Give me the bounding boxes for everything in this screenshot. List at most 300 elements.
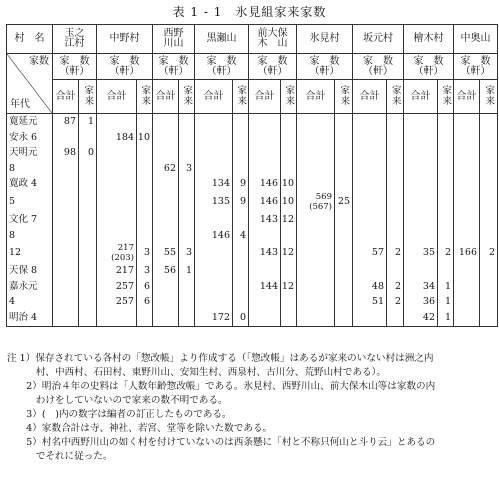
kerai-cell: 6 bbox=[137, 294, 153, 310]
total-cell bbox=[353, 212, 387, 228]
kerai-cell bbox=[387, 192, 404, 212]
kerai-cell bbox=[233, 130, 249, 146]
total-cell bbox=[195, 212, 233, 228]
kerai-cell bbox=[480, 176, 498, 192]
kerai-cell bbox=[79, 228, 97, 244]
total-cell: 35 bbox=[404, 243, 438, 263]
total-cell: 56 bbox=[153, 263, 179, 279]
kerai-cell: 9 bbox=[233, 176, 249, 192]
total-cell bbox=[249, 114, 281, 130]
note-line: 2）明治４年の史料は「人数年齢惣改帳」である。氷見村、西野川山、前大保木山等は家数の内 bbox=[7, 381, 436, 392]
count-label: 家 数 （軒） bbox=[153, 54, 195, 80]
total-cell bbox=[195, 243, 233, 263]
kerai-cell bbox=[281, 130, 297, 146]
total-cell: 143 bbox=[249, 243, 281, 263]
total-cell bbox=[97, 114, 137, 130]
kerai-cell bbox=[387, 228, 404, 244]
era-cell: 4 bbox=[7, 294, 53, 310]
table-row bbox=[7, 310, 498, 326]
total-cell: 217 bbox=[97, 263, 137, 279]
era-label: 年代 bbox=[10, 98, 30, 110]
total-cell: 257 bbox=[97, 294, 137, 310]
count-label: 家 数 （軒） bbox=[454, 54, 498, 80]
total-cell bbox=[249, 145, 281, 161]
era-cell: 明治 4 bbox=[7, 310, 53, 326]
kerai-cell: 4 bbox=[233, 228, 249, 244]
count-label: 家 数 （軒） bbox=[404, 54, 454, 80]
kerai-cell: 2 bbox=[387, 279, 404, 295]
era-cell: 5 bbox=[7, 192, 53, 212]
kerai-cell bbox=[137, 310, 153, 326]
total-cell: 146 bbox=[249, 192, 281, 212]
total-cell bbox=[153, 145, 179, 161]
table-row bbox=[7, 192, 498, 212]
total-cell: 144 bbox=[249, 279, 281, 295]
total-label: 合計 bbox=[297, 80, 335, 114]
total-cell bbox=[454, 263, 480, 279]
table-row bbox=[7, 294, 498, 310]
total-cell bbox=[53, 192, 79, 212]
kerai-cell bbox=[438, 263, 454, 279]
kerai-cell bbox=[387, 263, 404, 279]
total-cell bbox=[195, 294, 233, 310]
total-cell bbox=[97, 145, 137, 161]
era-cell: 8 bbox=[7, 161, 53, 177]
kerai-cell bbox=[137, 161, 153, 177]
table-row bbox=[7, 130, 498, 146]
total-cell: 143 bbox=[249, 212, 281, 228]
table-row bbox=[7, 243, 498, 263]
count-label: 家 数 （軒） bbox=[297, 54, 353, 80]
kerai-cell bbox=[79, 176, 97, 192]
total-cell bbox=[249, 130, 281, 146]
kerai-cell: 1 bbox=[179, 263, 195, 279]
total-cell bbox=[297, 310, 335, 326]
kerai-cell bbox=[335, 145, 353, 161]
total-cell bbox=[153, 192, 179, 212]
kerai-cell bbox=[335, 310, 353, 326]
table-row bbox=[7, 114, 498, 130]
village-name-0: 玉之 江村 bbox=[53, 25, 97, 54]
kerai-cell: 3 bbox=[137, 243, 153, 263]
kerai-cell bbox=[79, 310, 97, 326]
total-cell bbox=[454, 310, 480, 326]
kerai-cell bbox=[281, 310, 297, 326]
total-cell bbox=[153, 310, 179, 326]
total-cell bbox=[153, 279, 179, 295]
total-cell bbox=[153, 114, 179, 130]
kerai-cell: 9 bbox=[233, 192, 249, 212]
total-cell bbox=[97, 310, 137, 326]
total-cell bbox=[53, 212, 79, 228]
kerai-cell: 1 bbox=[438, 310, 454, 326]
kerai-label: 家来 bbox=[387, 80, 404, 114]
total-cell bbox=[53, 161, 79, 177]
total-cell bbox=[195, 263, 233, 279]
total-cell bbox=[249, 263, 281, 279]
kerai-cell bbox=[480, 279, 498, 295]
note-line: でそれに従った。 bbox=[7, 451, 113, 462]
total-cell bbox=[297, 176, 335, 192]
kerai-cell bbox=[79, 130, 97, 146]
total-cell bbox=[353, 310, 387, 326]
total-cell bbox=[353, 130, 387, 146]
note-line: 5）村名中西野川山の如く村を付けていないのは西条懸に「村と不称只何山と斗り云」とあるの bbox=[7, 437, 436, 448]
kerai-cell bbox=[179, 130, 195, 146]
kerai-cell bbox=[480, 228, 498, 244]
total-cell bbox=[249, 161, 281, 177]
table-row bbox=[7, 228, 498, 244]
total-cell bbox=[97, 212, 137, 228]
total-cell bbox=[297, 130, 335, 146]
kerai-label: 家来 bbox=[480, 80, 498, 114]
total-label: 合計 bbox=[53, 80, 79, 114]
total-cell bbox=[404, 130, 438, 146]
kerai-cell bbox=[233, 145, 249, 161]
kerai-cell bbox=[438, 192, 454, 212]
kerai-cell bbox=[179, 212, 195, 228]
kerai-cell bbox=[137, 114, 153, 130]
total-cell bbox=[454, 176, 480, 192]
kerai-cell bbox=[281, 161, 297, 177]
kerai-cell bbox=[480, 161, 498, 177]
total-cell bbox=[404, 176, 438, 192]
village-name-5: 氷見村 bbox=[297, 25, 353, 54]
total-cell bbox=[53, 130, 79, 146]
total-cell: 51 bbox=[353, 294, 387, 310]
era-cell: 寛政 4 bbox=[7, 176, 53, 192]
total-cell bbox=[297, 212, 335, 228]
kerai-cell bbox=[387, 161, 404, 177]
kerai-cell bbox=[438, 145, 454, 161]
total-cell: 172 bbox=[195, 310, 233, 326]
total-cell bbox=[404, 145, 438, 161]
kerai-cell bbox=[335, 212, 353, 228]
total-label: 合計 bbox=[454, 80, 480, 114]
total-label: 合計 bbox=[353, 80, 387, 114]
total-cell bbox=[249, 294, 281, 310]
total-cell bbox=[195, 145, 233, 161]
village-name-4: 前大保 木 山 bbox=[249, 25, 297, 54]
kerai-cell: 0 bbox=[233, 310, 249, 326]
count-label: 家 数 （軒） bbox=[97, 54, 153, 80]
total-cell bbox=[454, 294, 480, 310]
total-cell bbox=[454, 130, 480, 146]
count-label: 家 数 （軒） bbox=[195, 54, 249, 80]
kerai-cell bbox=[387, 310, 404, 326]
total-cell: 134 bbox=[195, 176, 233, 192]
kerai-cell bbox=[335, 263, 353, 279]
total-label: 合計 bbox=[249, 80, 281, 114]
total-cell bbox=[404, 212, 438, 228]
total-cell: 135 bbox=[195, 192, 233, 212]
kerai-cell bbox=[335, 243, 353, 263]
total-cell: 217 (203) bbox=[97, 243, 137, 263]
kerai-cell bbox=[233, 263, 249, 279]
kerai-cell bbox=[281, 294, 297, 310]
kerai-cell bbox=[79, 279, 97, 295]
notes bbox=[7, 352, 495, 464]
kerai-cell: 2 bbox=[438, 243, 454, 263]
count-label: 家 数 （軒） bbox=[353, 54, 404, 80]
kerai-cell bbox=[387, 176, 404, 192]
kerai-cell bbox=[480, 294, 498, 310]
total-cell bbox=[53, 310, 79, 326]
note-line: 4）家数合計は寺、神社、若宮、堂等を除いた数である。 bbox=[7, 423, 273, 434]
kerai-cell bbox=[438, 228, 454, 244]
total-cell bbox=[297, 279, 335, 295]
table-row bbox=[7, 263, 498, 279]
kerai-cell: 12 bbox=[281, 243, 297, 263]
total-cell: 36 bbox=[404, 294, 438, 310]
total-cell: 146 bbox=[195, 228, 233, 244]
kerai-cell bbox=[387, 212, 404, 228]
total-cell bbox=[297, 145, 335, 161]
kerai-cell bbox=[335, 130, 353, 146]
kerai-cell: 6 bbox=[137, 279, 153, 295]
kerai-cell bbox=[438, 212, 454, 228]
kerai-cell bbox=[281, 263, 297, 279]
note-line: 村、中西村、石田村、東野川山、安知生村、西泉村、古川分、荒野山村である）。 bbox=[7, 367, 386, 378]
kerai-cell bbox=[480, 114, 498, 130]
kerai-cell bbox=[335, 114, 353, 130]
kerai-cell: 1 bbox=[438, 294, 454, 310]
era-cell: 12 bbox=[7, 243, 53, 263]
kerai-cell bbox=[438, 130, 454, 146]
kerai-cell bbox=[79, 161, 97, 177]
kerai-cell bbox=[79, 212, 97, 228]
total-label: 合計 bbox=[97, 80, 137, 114]
total-cell bbox=[297, 228, 335, 244]
kerai-cell: 2 bbox=[480, 243, 498, 263]
total-cell bbox=[53, 228, 79, 244]
table-row bbox=[7, 176, 498, 192]
kerai-cell bbox=[387, 114, 404, 130]
total-cell bbox=[97, 161, 137, 177]
kerai-cell: 3 bbox=[179, 243, 195, 263]
total-cell bbox=[404, 263, 438, 279]
total-cell bbox=[195, 130, 233, 146]
total-cell bbox=[97, 176, 137, 192]
note-line: 3）( )内の数字は編者の訂正したものである。 bbox=[7, 409, 232, 420]
table-row bbox=[7, 145, 498, 161]
total-cell: 146 bbox=[249, 176, 281, 192]
kerai-cell: 0 bbox=[79, 145, 97, 161]
total-cell bbox=[195, 114, 233, 130]
kerai-cell bbox=[79, 243, 97, 263]
corner-cell bbox=[7, 54, 53, 114]
total-cell bbox=[53, 176, 79, 192]
kerai-label: 家来 bbox=[79, 80, 97, 114]
total-label: 合計 bbox=[195, 80, 233, 114]
total-cell bbox=[353, 192, 387, 212]
kerai-label: 家来 bbox=[281, 80, 297, 114]
kerai-cell: 1 bbox=[79, 114, 97, 130]
total-cell: 48 bbox=[353, 279, 387, 295]
total-cell bbox=[97, 192, 137, 212]
total-cell bbox=[404, 228, 438, 244]
total-cell bbox=[454, 161, 480, 177]
total-cell bbox=[404, 114, 438, 130]
total-cell bbox=[454, 228, 480, 244]
total-cell: 98 bbox=[53, 145, 79, 161]
kerai-cell: 12 bbox=[281, 212, 297, 228]
total-cell bbox=[153, 228, 179, 244]
village-name-8: 中奥山 bbox=[454, 25, 498, 54]
household-table bbox=[6, 24, 498, 327]
total-cell bbox=[97, 228, 137, 244]
kerai-label: 家来 bbox=[179, 80, 195, 114]
total-cell bbox=[195, 279, 233, 295]
total-cell bbox=[153, 294, 179, 310]
kerai-cell bbox=[137, 228, 153, 244]
total-cell: 34 bbox=[404, 279, 438, 295]
count-label: 家 数 （軒） bbox=[249, 54, 297, 80]
total-cell bbox=[353, 114, 387, 130]
total-cell bbox=[195, 161, 233, 177]
kerai-cell: 2 bbox=[387, 243, 404, 263]
total-cell bbox=[454, 145, 480, 161]
kerai-cell bbox=[233, 294, 249, 310]
kerai-cell bbox=[438, 176, 454, 192]
kerai-cell bbox=[179, 192, 195, 212]
total-cell bbox=[353, 176, 387, 192]
table-row bbox=[7, 279, 498, 295]
kerai-cell bbox=[387, 145, 404, 161]
kerai-cell: 25 bbox=[335, 192, 353, 212]
kerai-cell bbox=[480, 212, 498, 228]
era-cell: 寛延元 bbox=[7, 114, 53, 130]
total-cell bbox=[153, 130, 179, 146]
kerai-cell bbox=[79, 294, 97, 310]
total-cell bbox=[249, 310, 281, 326]
total-label: 合計 bbox=[404, 80, 438, 114]
kerai-cell bbox=[179, 114, 195, 130]
era-cell: 安永 6 bbox=[7, 130, 53, 146]
total-cell bbox=[454, 114, 480, 130]
kerai-cell bbox=[480, 310, 498, 326]
table-title: 表 1 - 1 氷見組家来家数 bbox=[172, 5, 327, 19]
village-name-3: 黒瀬山 bbox=[195, 25, 249, 54]
kerai-cell: 10 bbox=[281, 192, 297, 212]
total-cell: 62 bbox=[153, 161, 179, 177]
kerai-cell bbox=[179, 310, 195, 326]
total-header-row bbox=[7, 80, 498, 114]
total-cell bbox=[454, 192, 480, 212]
kerai-cell bbox=[480, 130, 498, 146]
table-row bbox=[7, 161, 498, 177]
total-cell: 184 bbox=[97, 130, 137, 146]
kerai-cell bbox=[79, 192, 97, 212]
kerai-label: 家来 bbox=[233, 80, 249, 114]
kerai-cell bbox=[335, 176, 353, 192]
kerai-cell bbox=[79, 263, 97, 279]
total-cell bbox=[404, 192, 438, 212]
kerai-cell bbox=[233, 114, 249, 130]
kerai-cell bbox=[137, 212, 153, 228]
total-cell bbox=[353, 228, 387, 244]
total-cell bbox=[454, 212, 480, 228]
village-name-1: 中野村 bbox=[97, 25, 153, 54]
kerai-cell bbox=[179, 145, 195, 161]
era-cell: 嘉永元 bbox=[7, 279, 53, 295]
total-cell bbox=[153, 176, 179, 192]
total-cell: 55 bbox=[153, 243, 179, 263]
total-cell: 166 bbox=[454, 243, 480, 263]
total-cell bbox=[353, 263, 387, 279]
village-name-2: 西野 川山 bbox=[153, 25, 195, 54]
total-cell bbox=[297, 263, 335, 279]
kerai-cell bbox=[281, 145, 297, 161]
kerai-cell bbox=[137, 145, 153, 161]
total-cell bbox=[297, 161, 335, 177]
kerai-cell bbox=[335, 161, 353, 177]
kerai-label: 家来 bbox=[137, 80, 153, 114]
village-name-6: 坂元村 bbox=[353, 25, 404, 54]
kerai-cell: 3 bbox=[179, 161, 195, 177]
total-cell bbox=[249, 228, 281, 244]
note-line: 注 1）保存されている各村の「惣改帳」より作成する（「惣改帳」はあるが家来のいない村は洲之内 bbox=[7, 353, 434, 364]
total-cell: 257 bbox=[97, 279, 137, 295]
kerai-label: 家来 bbox=[335, 80, 353, 114]
count-label: 家 数 （軒） bbox=[53, 54, 97, 80]
kerai-cell: 1 bbox=[438, 279, 454, 295]
total-cell bbox=[454, 279, 480, 295]
kerai-cell bbox=[480, 263, 498, 279]
kerai-cell bbox=[480, 145, 498, 161]
total-cell: 57 bbox=[353, 243, 387, 263]
total-cell bbox=[53, 294, 79, 310]
kerai-cell bbox=[335, 294, 353, 310]
kerai-cell bbox=[233, 212, 249, 228]
kerai-cell bbox=[233, 161, 249, 177]
total-cell bbox=[53, 263, 79, 279]
kerai-cell bbox=[233, 243, 249, 263]
kerai-label: 家来 bbox=[438, 80, 454, 114]
total-label: 合計 bbox=[153, 80, 179, 114]
table-row bbox=[7, 212, 498, 228]
kerai-cell: 10 bbox=[137, 130, 153, 146]
era-cell: 文化 7 bbox=[7, 212, 53, 228]
kerai-cell bbox=[335, 279, 353, 295]
total-cell bbox=[297, 294, 335, 310]
kerai-cell bbox=[480, 192, 498, 212]
total-cell bbox=[297, 243, 335, 263]
households-label: 家数 bbox=[29, 55, 49, 67]
kerai-cell bbox=[179, 228, 195, 244]
kerai-cell: 2 bbox=[387, 294, 404, 310]
count-header-row bbox=[7, 54, 498, 80]
kerai-cell bbox=[438, 161, 454, 177]
kerai-cell bbox=[179, 176, 195, 192]
village-header-row bbox=[7, 25, 498, 54]
total-cell: 42 bbox=[404, 310, 438, 326]
kerai-cell: 3 bbox=[137, 263, 153, 279]
era-cell: 天明元 bbox=[7, 145, 53, 161]
kerai-cell bbox=[179, 294, 195, 310]
era-cell: 8 bbox=[7, 228, 53, 244]
total-cell bbox=[353, 161, 387, 177]
kerai-cell: 10 bbox=[281, 176, 297, 192]
total-cell bbox=[353, 145, 387, 161]
kerai-cell bbox=[233, 279, 249, 295]
total-cell bbox=[53, 279, 79, 295]
kerai-cell bbox=[438, 114, 454, 130]
total-cell bbox=[53, 243, 79, 263]
kerai-cell: 12 bbox=[281, 279, 297, 295]
kerai-cell bbox=[137, 192, 153, 212]
village-name-label: 村 名 bbox=[7, 25, 53, 54]
